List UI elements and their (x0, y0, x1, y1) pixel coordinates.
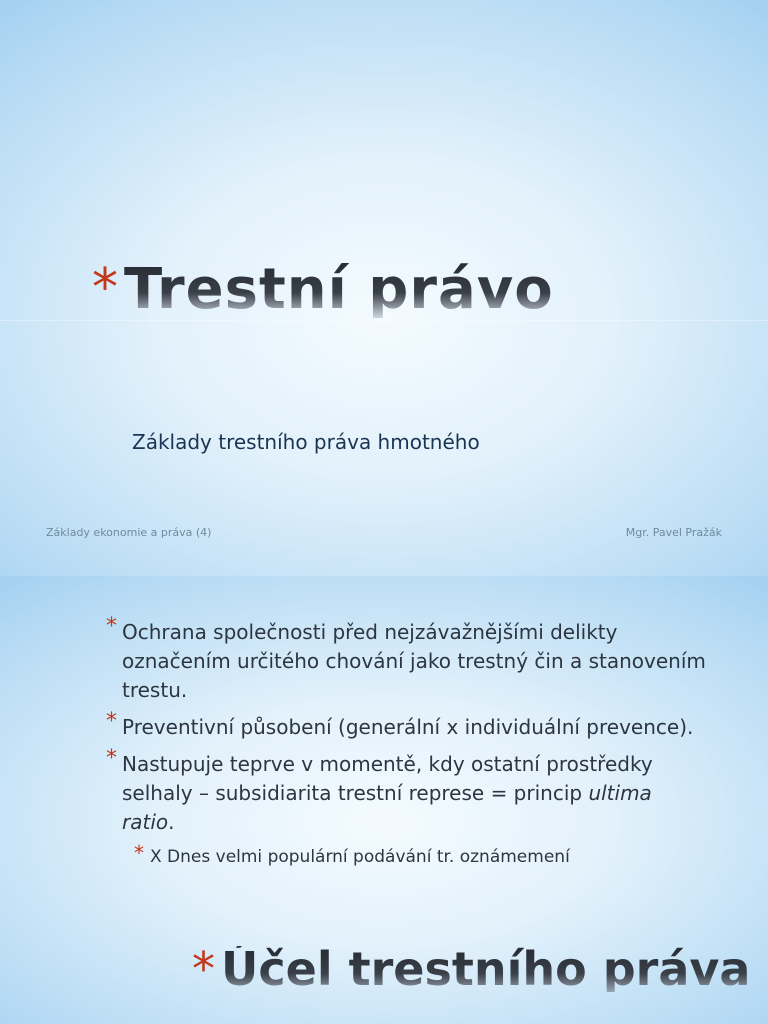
slide-title-text: Účel trestního práva (221, 942, 751, 996)
bullet-text-main: Nastupuje teprve v momentě, kdy ostatní prostředky selhaly – subsidiarita trestní represe = princip (122, 752, 653, 805)
bullet-text (122, 752, 653, 834)
asterisk-icon: * (106, 614, 117, 639)
sub-bullet-text: X Dnes velmi populární podávání tr. oznámemení (150, 847, 570, 867)
asterisk-icon: * (106, 746, 117, 771)
title-block (92, 257, 554, 322)
list-item (106, 614, 706, 705)
list-item (106, 746, 706, 837)
asterisk-icon: * (134, 841, 144, 865)
asterisk-icon: * (92, 258, 118, 318)
slide-subtitle: Základy trestního práva hmotného (132, 430, 480, 454)
bullet-text-end: . (168, 810, 175, 834)
footer-author: Mgr. Pavel Pražák (625, 526, 722, 539)
asterisk-icon: * (192, 942, 215, 996)
bullet-text-italic: ultima ratio (122, 781, 652, 834)
footer-course: Základy ekonomie a práva (4) (46, 526, 212, 539)
asterisk-icon: * (106, 709, 117, 734)
bullet-text: Preventivní působení (generální x individuální prevence). (122, 715, 694, 739)
sub-list-item (134, 841, 706, 869)
bullet-text: Ochrana společnosti před nejzávažnějšími delikty označením určitého chování jako trestný čin a stanovením trestu. (122, 620, 706, 702)
list-item (106, 709, 706, 742)
title-block (192, 942, 751, 996)
slide-title-text: Trestní právo (124, 257, 554, 322)
bullet-list (106, 614, 706, 877)
slide-purpose (0, 576, 768, 1024)
